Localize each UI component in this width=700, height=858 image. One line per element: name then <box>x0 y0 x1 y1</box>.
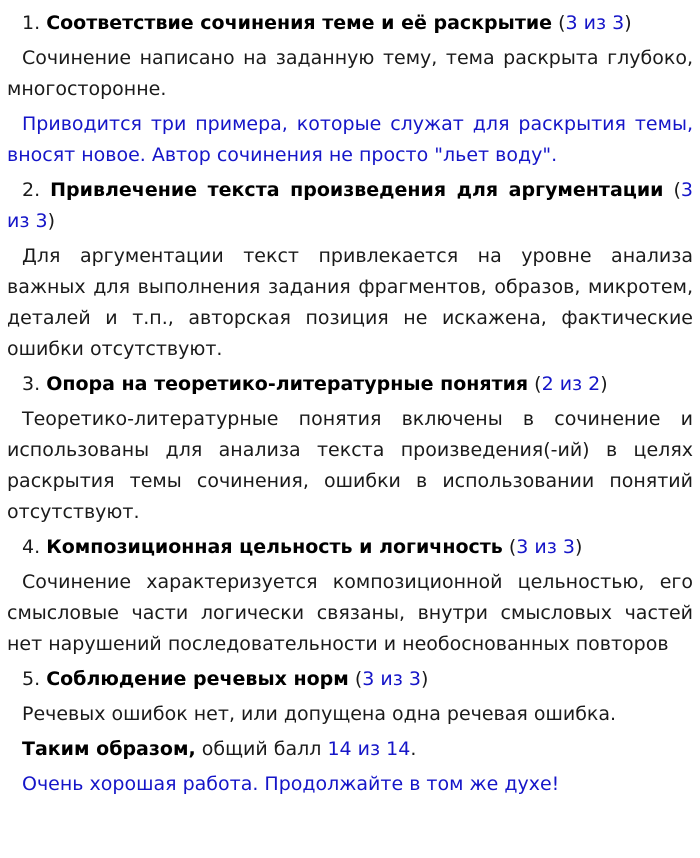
criterion-1-number: 1. <box>22 12 41 34</box>
criterion-1-heading: 1. Соответствие сочинения теме и её раскрытие (3 из 3) <box>22 12 632 34</box>
criterion-3-score: 2 из 2 <box>541 373 601 395</box>
criterion-3-number: 3. <box>22 373 41 395</box>
criterion-2-score: 3 из 3 <box>7 179 693 232</box>
criterion-2-comment: Для аргументации текст привлекается на уровне анализа важных для выполнения задания фрагментов, образов, микротем, деталей и т.п., авторская позиция не искажена, фактические ошибки отсутствуют. <box>7 245 693 360</box>
criterion-3-comment: Теоретико-литературные понятия включены в сочинение и использованы для анализа текста произведения(-ий) в целях раскрытия темы сочинения, ошибки в использовании понятий отсутствуют. <box>7 408 693 523</box>
criterion-1-title: Соответствие сочинения теме и её раскрытие <box>46 12 553 34</box>
criterion-5-title: Соблюдение речевых норм <box>46 668 349 690</box>
criterion-4-comment: Сочинение характеризуется композиционной цельностью, его смысловые части логически связаны, внутри смысловых частей нет нарушений последовательности и необоснованных повторов <box>7 571 693 655</box>
closing-remark: Очень хорошая работа. Продолжайте в том же духе! <box>22 773 560 795</box>
summary-text: общий балл <box>201 738 322 760</box>
criterion-4-title: Композиционная цельность и логичность <box>46 536 503 558</box>
criterion-2-title: Привлечение текста произведения для аргументации <box>50 179 664 201</box>
criterion-4-number: 4. <box>22 536 41 558</box>
criterion-2-heading: 2. Привлечение текста произведения для аргументации (3 из 3) <box>7 179 693 232</box>
criterion-1-note: Приводится три примера, которые служат для раскрытия темы, вносят новое. Автор сочинения не просто "льет воду". <box>7 113 693 166</box>
criterion-5-heading: 5. Соблюдение речевых норм (3 из 3) <box>22 668 429 690</box>
criterion-5-comment: Речевых ошибок нет, или допущена одна речевая ошибка. <box>22 703 617 725</box>
summary-end: . <box>410 738 417 760</box>
criterion-4-heading: 4. Композиционная цельность и логичность (3 из 3) <box>22 536 583 558</box>
criterion-3-heading: 3. Опора на теоретико-литературные понятия (2 из 2) <box>22 373 608 395</box>
total-score: 14 из 14 <box>327 738 411 760</box>
criterion-5-score: 3 из 3 <box>362 668 421 690</box>
criterion-4-score: 3 из 3 <box>516 536 575 558</box>
criterion-3-title: Опора на теоретико-литературные понятия <box>46 373 529 395</box>
summary-line <box>7 734 693 765</box>
criterion-1-comment: Сочинение написано на заданную тему, тема раскрыта глубоко, многосторонне. <box>7 47 693 100</box>
summary-lead: Таким образом, <box>22 738 196 760</box>
criterion-5-number: 5. <box>22 668 41 690</box>
criterion-2-number: 2. <box>22 179 41 201</box>
criterion-1-score: 3 из 3 <box>565 12 625 34</box>
